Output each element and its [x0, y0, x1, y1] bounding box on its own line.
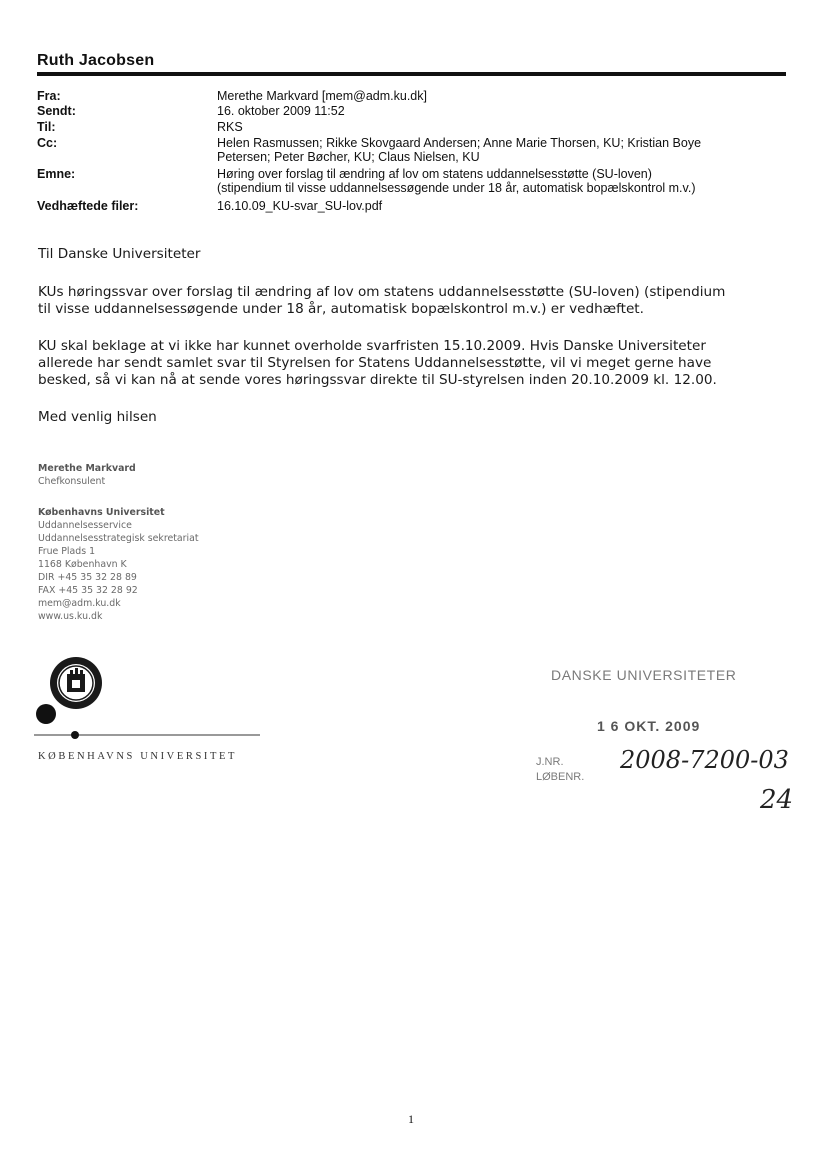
field-value-line: RKS [217, 120, 243, 134]
field-label: Cc: [37, 136, 58, 150]
field-label: Til: [37, 120, 56, 134]
body-line: til visse uddannelsessøgende under 18 år, automatisk bopælskontrol m.v.) er vedhæftet. [38, 301, 644, 317]
stamp-organization: DANSKE UNIVERSITETER [551, 667, 737, 683]
handwritten-journal-number: 2008-7200-03 [620, 746, 789, 774]
field-value-line: Helen Rasmussen; Rikke Skovgaard Andersen; Anne Marie Thorsen, KU; Kristian Boye [217, 136, 702, 150]
university-seal-logo [34, 656, 274, 746]
signature-title: Chefkonsulent [38, 476, 106, 487]
field-value [217, 167, 787, 195]
field-label: Emne: [37, 167, 76, 181]
signature-phone: DIR +45 35 32 28 89 [38, 572, 137, 583]
field-value [217, 120, 787, 134]
signature-dept: Uddannelsesservice [38, 520, 132, 531]
header-rule [37, 72, 786, 76]
signature-street: Frue Plads 1 [38, 546, 96, 557]
recipient-name-header: Ruth Jacobsen [37, 52, 155, 69]
page-number: 1 [408, 1112, 414, 1126]
field-label: Sendt: [37, 104, 76, 118]
signature-person [38, 462, 136, 488]
field-value-line: Petersen; Peter Bøcher, KU; Claus Nielsen, KU [217, 150, 480, 164]
body-line: KUs høringssvar over forslag til ændring af lov om statens uddannelsesstøtte (SU-loven) (stipendium [38, 284, 726, 300]
field-value-line: (stipendium til visse uddannelsessøgende under 18 år, automatisk bopælskontrol m.v.) [217, 181, 696, 195]
field-value [217, 136, 787, 164]
signature-email[interactable]: mem@adm.ku.dk [38, 598, 121, 609]
signature-org: Københavns Universitet [38, 507, 165, 518]
greeting: Til Danske Universiteter [38, 246, 201, 262]
handwritten-serial-number: 24 [760, 785, 794, 815]
field-value-line: Merethe Markvard [mem@adm.ku.dk] [217, 89, 427, 103]
signature-dept: Uddannelsesstrategisk sekretariat [38, 533, 199, 544]
field-value-line: Høring over forslag til ændring af lov om statens uddannelsesstøtte (SU-loven) [217, 167, 652, 181]
signature-website[interactable]: www.us.ku.dk [38, 611, 103, 622]
field-value [217, 89, 787, 103]
field-label: Vedhæftede filer: [37, 199, 139, 213]
body-line: KU skal beklage at vi ikke har kunnet overholde svarfristen 15.10.2009. Hvis Danske Universiteter [38, 338, 706, 354]
signature-fax: FAX +45 35 32 28 92 [38, 585, 138, 596]
university-wordmark: KØBENHAVNS UNIVERSITET [38, 751, 238, 762]
stamp-jnr-label: J.NR. [536, 756, 564, 768]
field-label: Fra: [37, 89, 61, 103]
body-paragraph-2 [38, 338, 717, 389]
signature-city: 1168 København K [38, 559, 127, 570]
seal-icon [50, 657, 102, 709]
signature-name: Merethe Markvard [38, 463, 136, 474]
field-value [217, 104, 787, 118]
stamp-date: 1 6 OKT. 2009 [597, 718, 701, 734]
stamp-lobenr-label: LØBENR. [536, 771, 585, 783]
body-line: besked, så vi kan nå at sende vores høringssvar direkte til SU-styrelsen inden 20.10.2009 kl. 12.00. [38, 372, 717, 388]
body-paragraph-1 [38, 284, 725, 318]
attachment-link[interactable]: 16.10.09_KU-svar_SU-lov.pdf [217, 199, 383, 213]
field-value [217, 199, 787, 213]
signature-org-block [38, 506, 199, 623]
field-value-line: 16. oktober 2009 11:52 [217, 104, 345, 118]
closing: Med venlig hilsen [38, 409, 157, 425]
body-line: allerede har sendt samlet svar til Styrelsen for Statens Uddannelsesstøtte, vil vi meget gerne have [38, 355, 712, 371]
